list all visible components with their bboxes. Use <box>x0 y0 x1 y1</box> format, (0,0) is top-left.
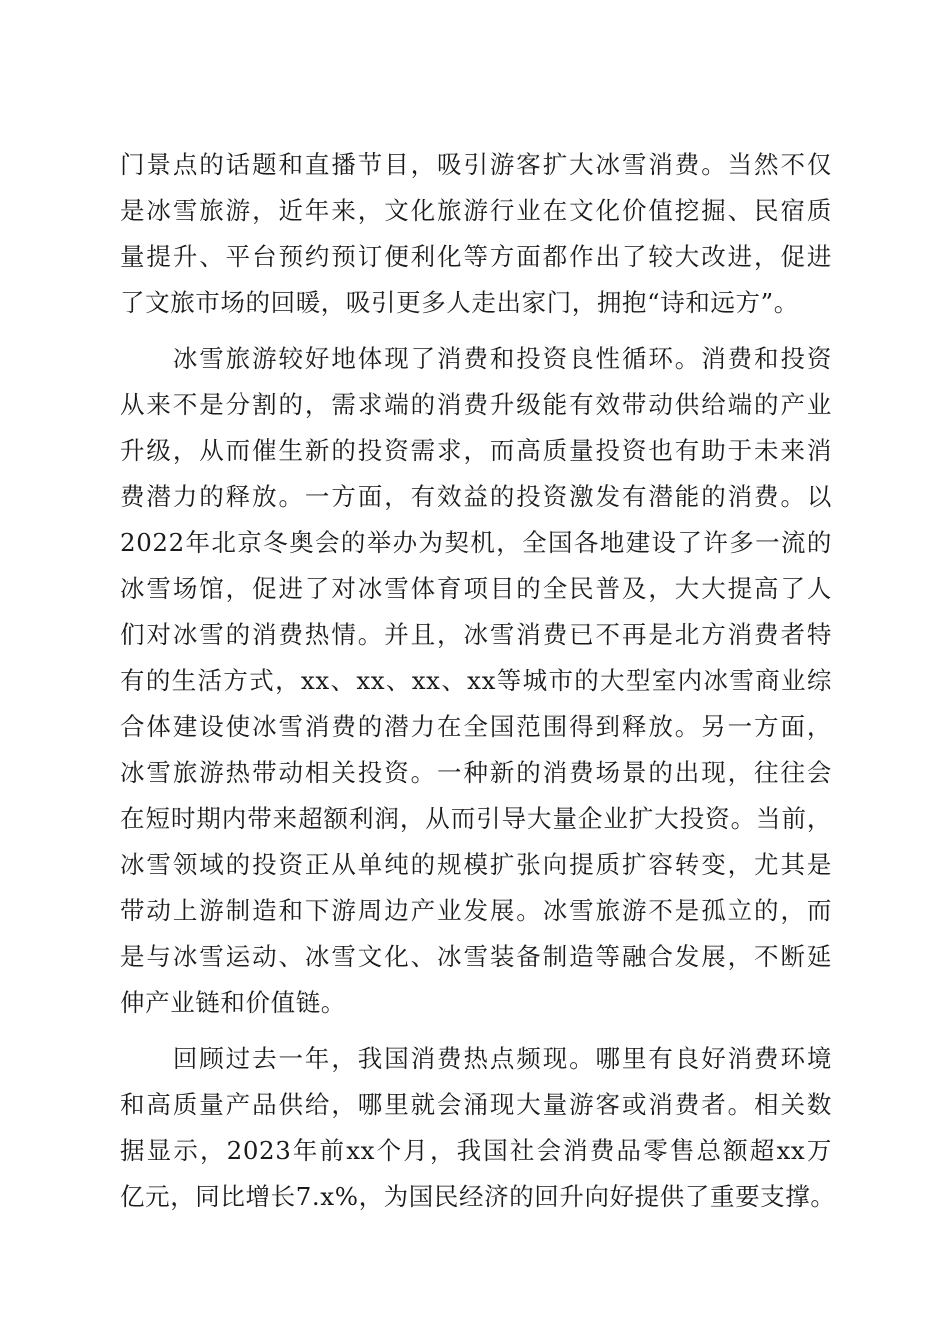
paragraph <box>120 1036 836 1220</box>
text-line: 升级，从而催生新的投资需求，而高质量投资也有助于未来消 <box>120 436 832 465</box>
text-line: 有的生活方式，xx、xx、xx、xx等城市的大型室内冰雪商业综 <box>120 666 832 695</box>
text-line: 们对冰雪的消费热情。并且，冰雪消费已不再是北方消费者特 <box>120 620 832 649</box>
paragraph <box>120 336 832 1026</box>
text-line: 合体建设使冰雪消费的潜力在全国范围得到释放。另一方面， <box>120 712 832 741</box>
text-line: 冰雪场馆，促进了对冰雪体育项目的全民普及，大大提高了人 <box>120 574 832 603</box>
paragraph-spacer <box>120 1026 832 1036</box>
paragraph-spacer <box>120 326 832 336</box>
text-line: 亿元，同比增长7.x%，为国民经济的回升向好提供了重要支撑。 <box>120 1182 836 1211</box>
text-line: 据显示，2023年前xx个月，我国社会消费品零售总额超xx万 <box>120 1136 832 1165</box>
text-line: 带动上游制造和下游周边产业发展。冰雪旅游不是孤立的，而 <box>120 896 832 925</box>
paragraph <box>120 142 832 326</box>
text-line: 从来不是分割的，需求端的消费升级能有效带动供给端的产业 <box>120 390 832 419</box>
text-line: 回顾过去一年，我国消费热点频现。哪里有良好消费环境 <box>120 1044 832 1073</box>
text-line: 冰雪旅游热带动相关投资。一种新的消费场景的出现，往往会 <box>120 758 832 787</box>
text-line: 量提升、平台预约预订便利化等方面都作出了较大改进，促进 <box>120 242 832 271</box>
text-line: 2022年北京冬奥会的举办为契机，全国各地建设了许多一流的 <box>120 528 832 557</box>
text-line: 和高质量产品供给，哪里就会涌现大量游客或消费者。相关数 <box>120 1090 832 1119</box>
text-line: 冰雪旅游较好地体现了消费和投资良性循环。消费和投资 <box>120 344 832 373</box>
text-line: 伸产业链和价值链。 <box>120 988 346 1017</box>
text-line: 是与冰雪运动、冰雪文化、冰雪装备制造等融合发展，不断延 <box>120 942 832 971</box>
document-body <box>120 142 836 1220</box>
text-line: 门景点的话题和直播节目，吸引游客扩大冰雪消费。当然不仅 <box>120 150 832 179</box>
text-line: 在短时期内带来超额利润，从而引导大量企业扩大投资。当前， <box>120 804 832 833</box>
text-line: 冰雪领域的投资正从单纯的规模扩张向提质扩容转变，尤其是 <box>120 850 832 879</box>
text-line: 费潜力的释放。一方面，有效益的投资激发有潜能的消费。以 <box>120 482 832 511</box>
text-line: 了文旅市场的回暖，吸引更多人走出家门，拥抱“诗和远方”。 <box>120 288 799 317</box>
text-line: 是冰雪旅游，近年来，文化旅游行业在文化价值挖掘、民宿质 <box>120 196 832 225</box>
